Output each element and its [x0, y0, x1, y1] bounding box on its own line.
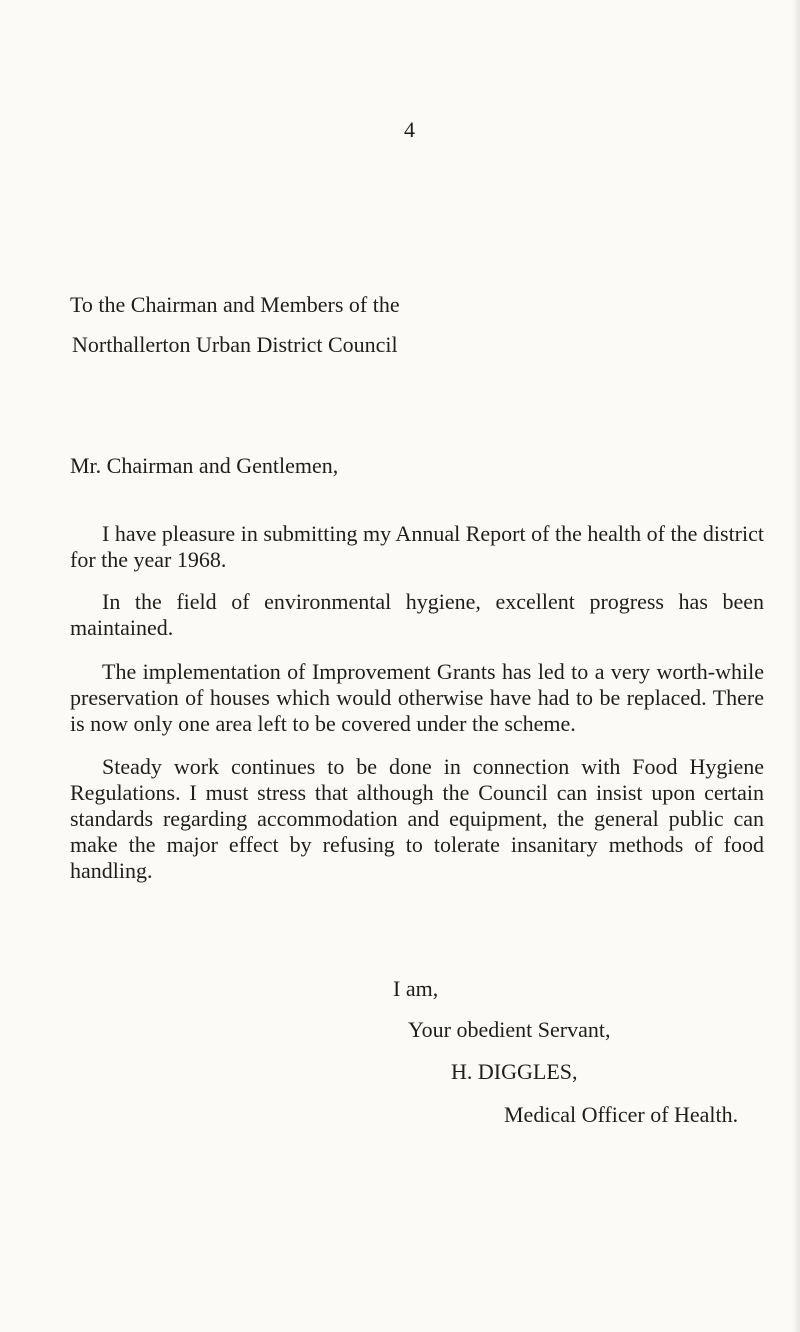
address-line-1: To the Chairman and Members of the	[70, 292, 400, 317]
paragraph-1: I have pleasure in submitting my Annual Report of the health of the district for the year 1968.	[70, 521, 764, 572]
closing-line-2: Your obedient Servant,	[408, 1017, 611, 1042]
salutation: Mr. Chairman and Gentlemen,	[70, 453, 339, 478]
signature-title: Medical Officer of Health.	[504, 1102, 739, 1127]
page-edge-shadow	[792, 0, 800, 1332]
paragraph-3: The implementation of Improvement Grants has led to a very worth-while preservation of houses which would otherwise have had to be replaced. There is now only one area left to be covered under the scheme.	[70, 659, 764, 736]
paragraph-4: Steady work continues to be done in connection with Food Hygiene Regulations. I must stress that although the Council can insist upon certain standards regarding accommodation and equipment, the general public can make the major effect by refusing to tolerate insanitary methods of food handling.	[70, 754, 764, 883]
page-number: 4	[404, 117, 415, 142]
address-line-2: Northallerton Urban District Council	[72, 332, 398, 357]
signature-name: H. DIGGLES,	[451, 1059, 578, 1084]
paragraph-2: In the field of environmental hygiene, excellent progress has been maintained.	[70, 589, 764, 640]
closing-line-1: I am,	[393, 976, 439, 1001]
address-block	[70, 285, 400, 365]
